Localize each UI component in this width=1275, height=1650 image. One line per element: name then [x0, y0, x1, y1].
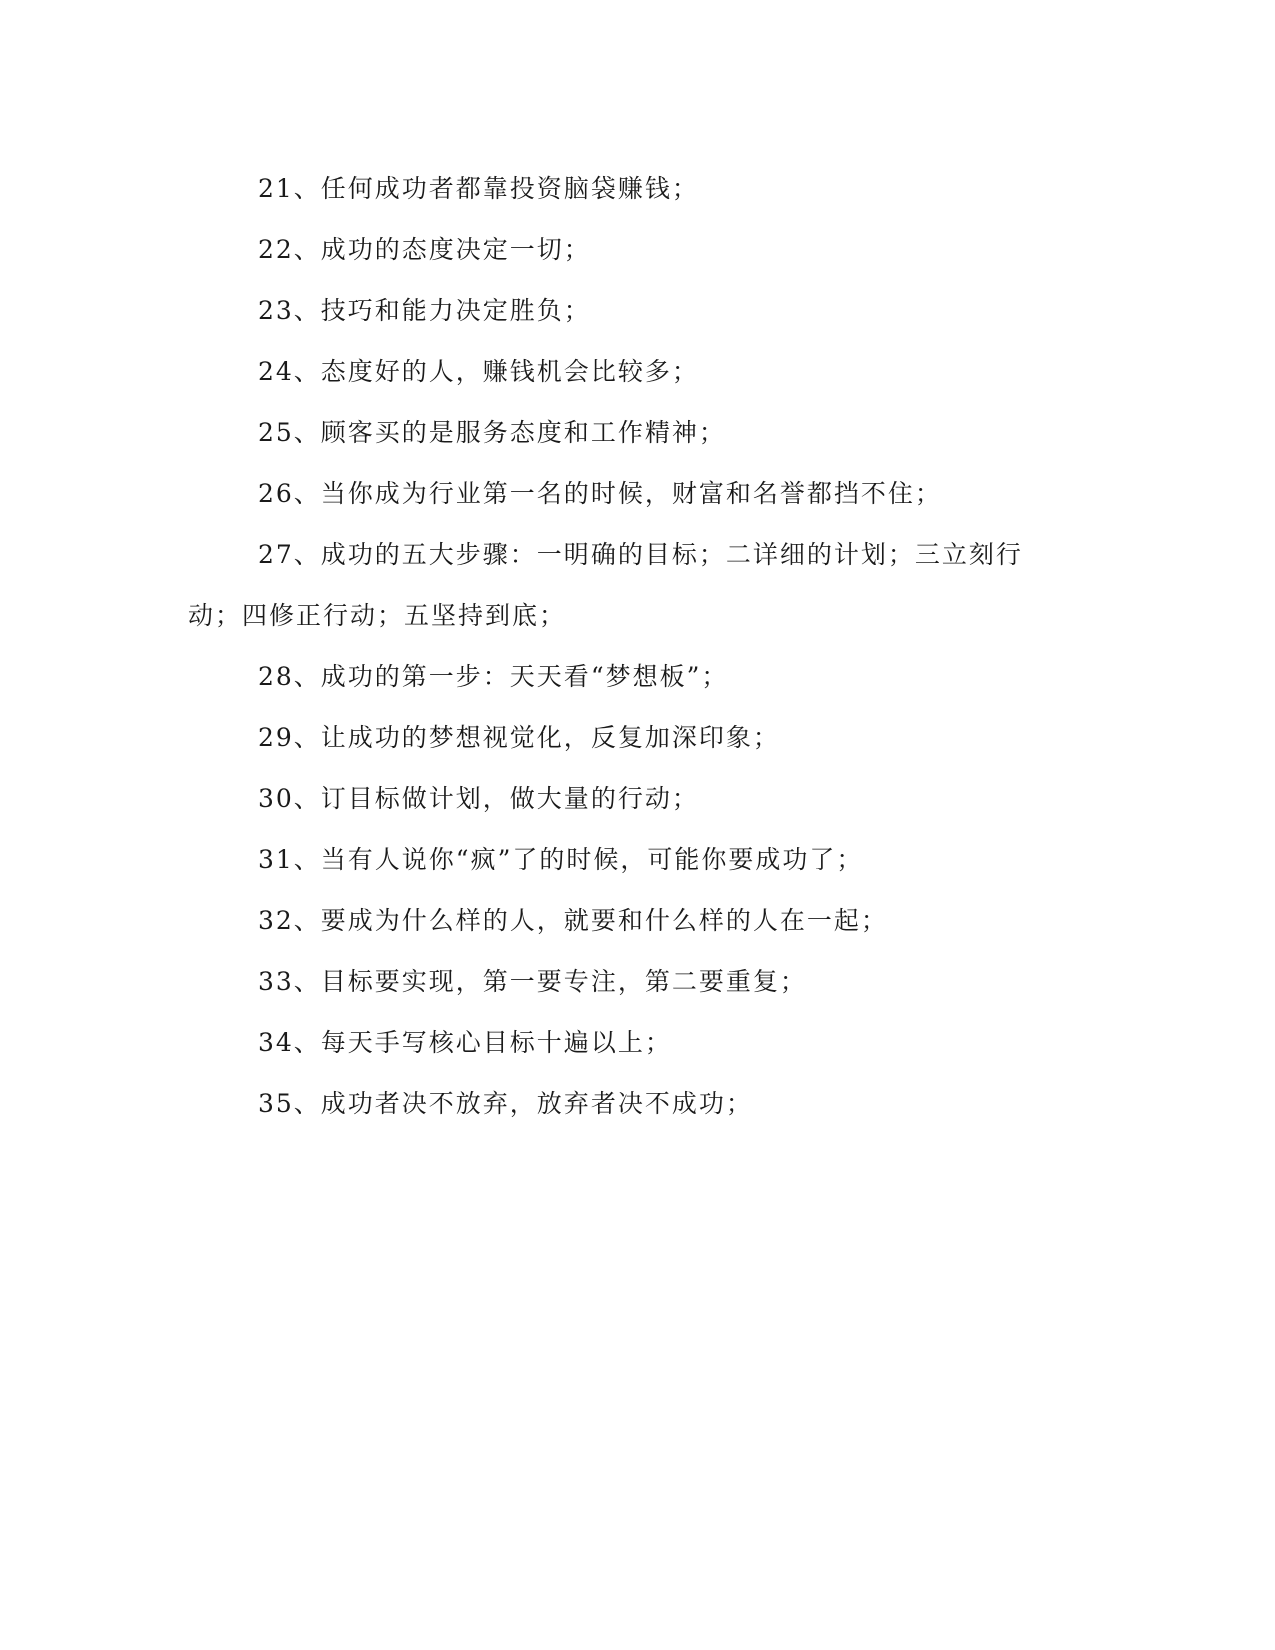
list-item: 21、任何成功者都靠投资脑袋赚钱； — [258, 174, 699, 203]
list-item: 35、成功者决不放弃，放弃者决不成功； — [258, 1089, 753, 1118]
list-item: 24、态度好的人，赚钱机会比较多； — [258, 357, 699, 386]
list-item: 30、订目标做计划，做大量的行动； — [258, 784, 699, 813]
list-item: 34、每天手写核心目标十遍以上； — [258, 1028, 672, 1057]
list-item: 22、成功的态度决定一切； — [258, 235, 591, 264]
list-item: 31、当有人说你“疯”了的时候，可能你要成功了； — [258, 845, 864, 874]
list-item: 32、要成为什么样的人，就要和什么样的人在一起； — [258, 906, 888, 935]
list-item: 25、顾客买的是服务态度和工作精神； — [258, 418, 726, 447]
list-item: 28、成功的第一步：天天看“梦想板”； — [258, 662, 729, 691]
list-item: 33、目标要实现，第一要专注，第二要重复； — [258, 967, 807, 996]
document-body — [188, 158, 1068, 1134]
list-item: 27、成功的五大步骤：一明确的目标；二详细的计划；三立刻行动；四修正行动；五坚持到底； — [188, 540, 1023, 630]
list-item: 26、当你成为行业第一名的时候，财富和名誉都挡不住； — [258, 479, 942, 508]
list-item: 23、技巧和能力决定胜负； — [258, 296, 591, 325]
list-item: 29、让成功的梦想视觉化，反复加深印象； — [258, 723, 780, 752]
